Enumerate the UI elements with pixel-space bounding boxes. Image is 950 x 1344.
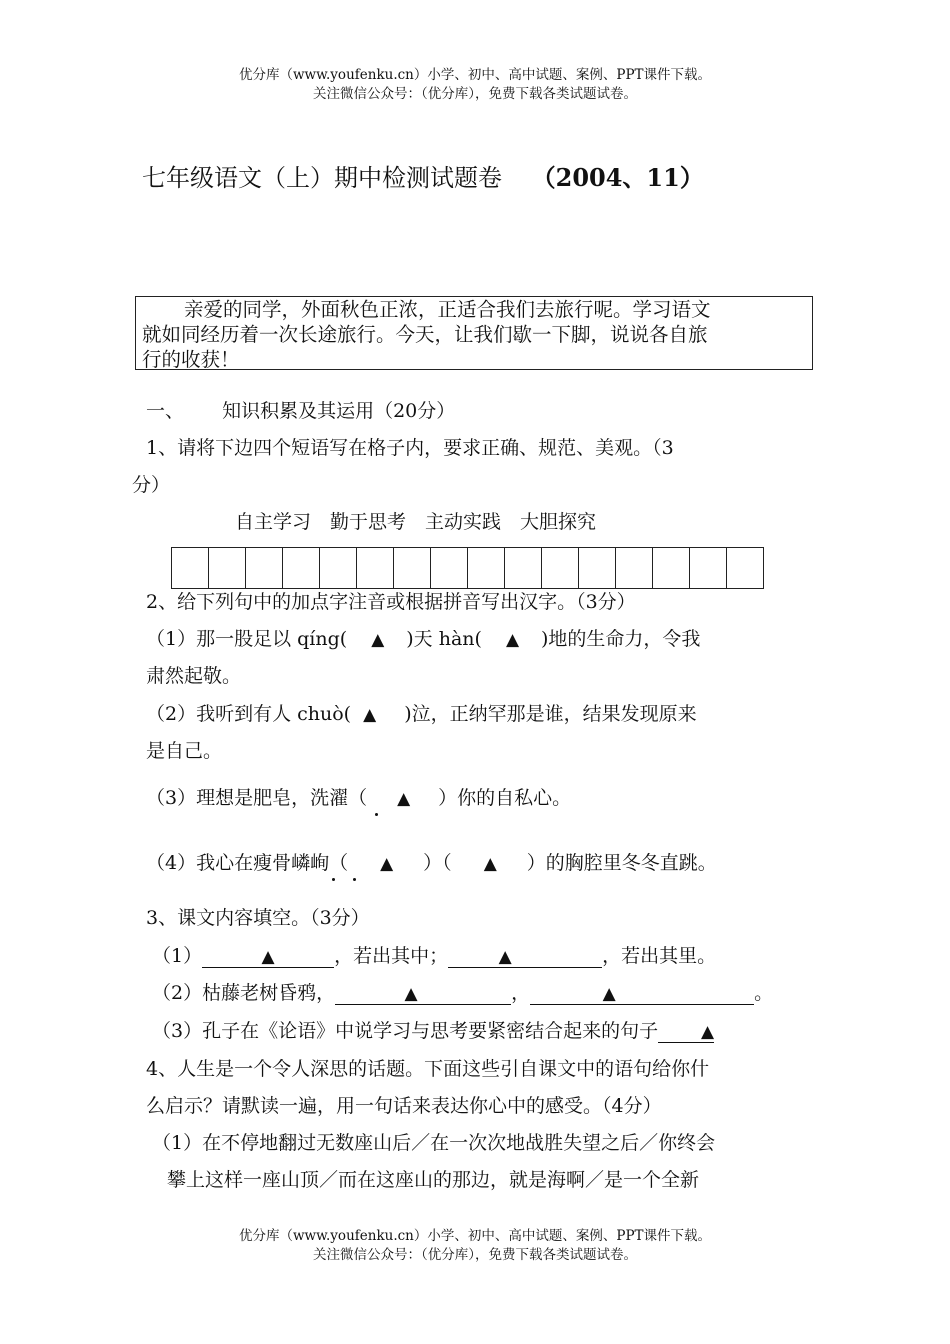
header-line-2: 关注微信公众号：（优分库），免费下载各类试题试卷。 — [313, 86, 637, 102]
q2-s3-text-a: （3）理想是肥皂，洗濯（ — [146, 787, 368, 809]
page-footer — [0, 1227, 950, 1265]
q2-s2-text-a: （2）我听到有人 chuò( — [146, 703, 352, 725]
q2-sentence-1 — [146, 626, 700, 653]
answer-marker[interactable]: ▲ — [363, 705, 377, 725]
intro-line-3: 行的收获！ — [142, 348, 240, 371]
q3-stem: 3、课文内容填空。（3分） — [146, 907, 370, 929]
q2-s2-text-b: )泣，正纳罕那是谁，结果发现原来 — [404, 703, 697, 725]
fill-blank[interactable] — [202, 945, 334, 968]
q2-sentence-3 — [146, 785, 571, 812]
emphasis-dot — [375, 813, 378, 816]
q2-sentence-4 — [146, 850, 717, 877]
answer-marker: ▲ — [498, 947, 512, 967]
q3-s3-text-a: （3）孔子在《论语》中说学习与思考要紧密结合起来的句子 — [152, 1020, 659, 1042]
section-1-heading — [146, 398, 455, 424]
emphasis-dot — [332, 878, 335, 881]
page-title — [142, 158, 704, 193]
q4-line-1: 4、人生是一个令人深思的话题。下面这些引自课文中的语句给你什 — [146, 1058, 710, 1080]
q3-line-2 — [152, 980, 773, 1006]
q2-s2-cont: 是自己。 — [146, 740, 223, 762]
q2-s4-text-b: ）（ — [423, 852, 452, 874]
q2-s1-cont: 肃然起敬。 — [146, 665, 242, 687]
intro-line-1: 亲爱的同学，外面秋色正浓，正适合我们去旅行呢。学习语文 — [184, 298, 711, 321]
q3-s2-text-a: （2）枯藤老树昏鸦， — [152, 982, 336, 1004]
footer-line-2: 关注微信公众号：（优分库），免费下载各类试题试卷。 — [313, 1247, 637, 1263]
q2-s4-text-a: （4）我心在瘦骨嶙峋（ — [146, 852, 349, 874]
grid-cell[interactable] — [320, 548, 357, 588]
fill-blank[interactable] — [335, 982, 511, 1005]
q3-s1-text-a: （1） — [152, 945, 203, 967]
section-title: 知识积累及其运用（20分） — [222, 400, 456, 422]
fill-blank[interactable] — [658, 1020, 714, 1043]
q1-line-2: 分） — [132, 474, 171, 496]
answer-marker: ▲ — [602, 984, 616, 1004]
q4-line-2: 么启示？请默读一遍，用一句话来表达你心中的感受。（4分） — [146, 1095, 662, 1117]
intro-box — [135, 296, 813, 370]
q2-s3-text-b: ）你的自私心。 — [438, 787, 572, 809]
title-main: 七年级语文（上）期中检测试题卷 — [142, 164, 502, 192]
answer-marker[interactable]: ▲ — [397, 789, 411, 809]
intro-line-2: 就如同经历着一次长途旅行。今天，让我们歇一下脚，说说各自旅 — [142, 323, 708, 346]
grid-cell[interactable] — [209, 548, 246, 588]
q4-line-3: （1）在不停地翻过无数座山后／在一次次地战胜失望之后／你终会 — [152, 1132, 716, 1154]
answer-marker[interactable]: ▲ — [505, 630, 520, 650]
grid-cell[interactable] — [727, 548, 764, 588]
q2-s4-text-c: ）的胸腔里冬冬直跳。 — [526, 852, 717, 874]
grid-cell[interactable] — [542, 548, 579, 588]
answer-marker[interactable]: ▲ — [380, 854, 394, 874]
grid-cell[interactable] — [468, 548, 505, 588]
q3-s1-text-b: ，若出其中； — [334, 945, 449, 967]
answer-marker: ▲ — [404, 984, 418, 1004]
q4-line-4: 攀上这样一座山顶／而在这座山的那边，就是海啊／是一个全新 — [167, 1169, 700, 1191]
header-line-1: 优分库（www.youfenku.cn）小学、初中、高中试题、案例、PPT课件下载。 — [238, 67, 712, 83]
section-number: 一、 — [146, 400, 185, 422]
q2-s1-text-a: （1）那一股足以 qíng( — [146, 628, 348, 650]
grid-cell[interactable] — [431, 548, 468, 588]
footer-line-1: 优分库（www.youfenku.cn）小学、初中、高中试题、案例、PPT课件下载。 — [238, 1228, 712, 1244]
grid-cell[interactable] — [283, 548, 320, 588]
answer-marker: ▲ — [261, 947, 275, 967]
answer-marker[interactable]: ▲ — [371, 630, 385, 650]
fill-blank[interactable] — [448, 945, 602, 968]
fill-blank[interactable] — [530, 982, 754, 1005]
grid-cell[interactable] — [653, 548, 690, 588]
q3-s2-text-c: 。 — [754, 982, 774, 1004]
emphasis-dot — [353, 878, 356, 881]
grid-cell[interactable] — [579, 548, 616, 588]
answer-marker[interactable]: ▲ — [483, 854, 497, 874]
q3-s2-text-b: ， — [511, 982, 531, 1004]
writing-grid — [171, 547, 764, 589]
q3-s1-text-c: ，若出其里。 — [602, 945, 717, 967]
q2-sentence-2 — [146, 701, 697, 728]
q2-s1-text-c: )地的生命力，令我 — [541, 628, 701, 650]
q1-line-1: 1、请将下边四个短语写在格子内，要求正确、规范、美观。（3 — [146, 437, 674, 459]
q2-s1-text-b: )天 hàn( — [406, 628, 482, 650]
grid-cell[interactable] — [246, 548, 283, 588]
grid-cell[interactable] — [616, 548, 653, 588]
grid-cell[interactable] — [505, 548, 542, 588]
answer-marker: ▲ — [701, 1022, 715, 1042]
q3-line-3 — [152, 1018, 714, 1044]
grid-cell[interactable] — [172, 548, 209, 588]
grid-cell[interactable] — [394, 548, 431, 588]
q2-stem: 2、给下列句中的加点字注音或根据拼音写出汉字。（3分） — [146, 591, 636, 613]
q1-phrases: 自主学习 勤于思考 主动实践 大胆探究 — [235, 511, 597, 533]
title-date: （2004、11） — [531, 163, 704, 192]
page-header — [0, 66, 950, 104]
grid-cell[interactable] — [690, 548, 727, 588]
q3-line-1 — [152, 943, 716, 969]
grid-cell[interactable] — [357, 548, 394, 588]
